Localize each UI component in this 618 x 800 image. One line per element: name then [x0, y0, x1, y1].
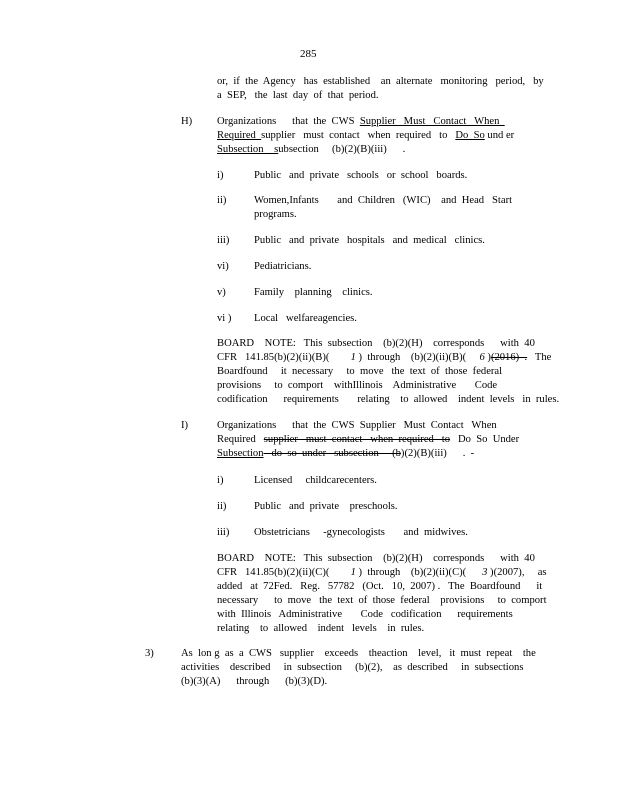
- I-line-1: Organizations that the CWS Supplier Must Contact When: [217, 420, 497, 431]
- section-label-3: 3): [145, 648, 154, 659]
- section-3-line-2: activities described in subsection (b)(2), as described in subsections: [181, 662, 524, 673]
- H-note-line-2-italic-2: 6: [479, 352, 485, 363]
- I-note-line-2-c: )(2007), as: [487, 567, 547, 578]
- H-line-1: [217, 115, 505, 128]
- I-item-text: Licensed childcarecenters.: [254, 475, 377, 486]
- H-note-line-2: [217, 351, 551, 364]
- H-line-1-text: Organizations that the CWS: [217, 116, 360, 127]
- H-item-num: vi): [217, 261, 229, 272]
- section-3-line-3: (b)(3)(A) through (b)(3)(D).: [181, 676, 328, 687]
- H-note-line-1: BOARD NOTE: This subsection (b)(2)(H) corresponds with 40: [217, 338, 535, 349]
- I-note-line-5: with Illinois Administrative Code codification requirements: [217, 609, 513, 620]
- I-line-3-struck: do so under subsection (b: [263, 448, 401, 459]
- H-item-num: i): [217, 170, 224, 181]
- I-note-line-2-b: ) through (b)(2)(ii)(C)(: [355, 567, 483, 578]
- H-item-num: vi ): [217, 313, 232, 324]
- H-item-num: iii): [217, 235, 230, 246]
- H-line-2-underlined-1: Required: [217, 130, 262, 141]
- H-item-num: v): [217, 287, 226, 298]
- H-item-text: Family planning clinics.: [254, 287, 373, 298]
- H-note-line-2-struck: (2016) .: [490, 352, 528, 363]
- H-note-line-4: provisions to comport withIllinois Administrative Code: [217, 380, 498, 391]
- I-item-num: iii): [217, 527, 230, 538]
- H-line-2: [217, 129, 514, 142]
- H-line-2-tail: und er: [484, 130, 515, 141]
- H-note-line-2-a: CFR 141.85(b)(2)(ii)(B)(: [217, 352, 351, 363]
- I-item-text: Public and private preschools.: [254, 501, 398, 512]
- I-note-line-1: BOARD NOTE: This subsection (b)(2)(H) corresponds with 40: [217, 553, 535, 564]
- section-3-line-1: As lon g as a CWS supplier exceeds theaction level, it must repeat the: [181, 648, 536, 659]
- H-item-text: Women,Infants and Children (WIC) and Head Start: [254, 195, 513, 206]
- H-line-2-underlined-2: Do So: [455, 130, 485, 141]
- H-line-3: [217, 143, 405, 156]
- I-note-line-2-italic-2: 3: [482, 567, 488, 578]
- H-item-text: Local welfareagencies.: [254, 313, 357, 324]
- H-item-num: ii): [217, 195, 227, 206]
- H-item-text: Public and private schools or school boards.: [254, 170, 468, 181]
- H-note-line-2-italic-1: 1: [350, 352, 356, 363]
- I-item-text: Obstetricians -gynecologists and midwives.: [254, 527, 468, 538]
- I-note-line-2: [217, 566, 547, 579]
- I-note-line-3: added at 72Fed. Reg. 57782 (Oct. 10, 2007) . The Boardfound it: [217, 581, 543, 592]
- H-item-text-continued: programs.: [254, 209, 297, 220]
- I-line-3-underlined: Subsection: [217, 448, 264, 459]
- H-note-line-2-c: ): [484, 352, 491, 363]
- I-line-2-struck: supplier must contact when required to: [263, 434, 451, 445]
- I-line-2-text: Required: [217, 434, 264, 445]
- H-line-1-underlined: Supplier Must Contact When: [359, 116, 505, 127]
- I-item-num: i): [217, 475, 224, 486]
- H-note-line-2-b: ) through (b)(2)(ii)(B)(: [355, 352, 480, 363]
- H-note-line-3: Boardfound it necessary to move the text of those federal: [217, 366, 503, 377]
- I-note-line-4: necessary to move the text of those federal provisions to comport: [217, 595, 547, 606]
- H-item-text: Pediatricians.: [254, 261, 312, 272]
- I-line-2-tail: Do So Under: [450, 434, 520, 445]
- I-note-line-2-a: CFR 141.85(b)(2)(ii)(C)(: [217, 567, 351, 578]
- H-line-2-text: supplier must contact when required to: [261, 130, 456, 141]
- intro-line-2: a SEP, the last day of that period.: [217, 90, 379, 101]
- I-line-3: [217, 447, 474, 460]
- I-note-line-6: relating to allowed indent levels in rules.: [217, 623, 425, 634]
- I-note-line-2-italic-1: 1: [350, 567, 356, 578]
- I-item-num: ii): [217, 501, 227, 512]
- item-label-H: H): [181, 116, 193, 127]
- H-line-3-text: ubsection (b)(2)(B)(iii) .: [278, 144, 406, 155]
- H-note-line-5: codification requirements relating to allowed indent levels in rules.: [217, 394, 560, 405]
- intro-line-1: or, if the Agency has established an alternate monitoring period, by: [217, 76, 544, 87]
- item-label-I: I): [181, 420, 189, 431]
- H-item-text: Public and private hospitals and medical clinics.: [254, 235, 485, 246]
- page-number: 285: [300, 48, 317, 60]
- I-line-3-tail: )(2)(B)(iii) . -: [400, 448, 475, 459]
- H-line-3-underlined: Subsection s: [217, 144, 279, 155]
- I-line-2: [217, 433, 519, 446]
- H-note-line-2-d: The: [527, 352, 552, 363]
